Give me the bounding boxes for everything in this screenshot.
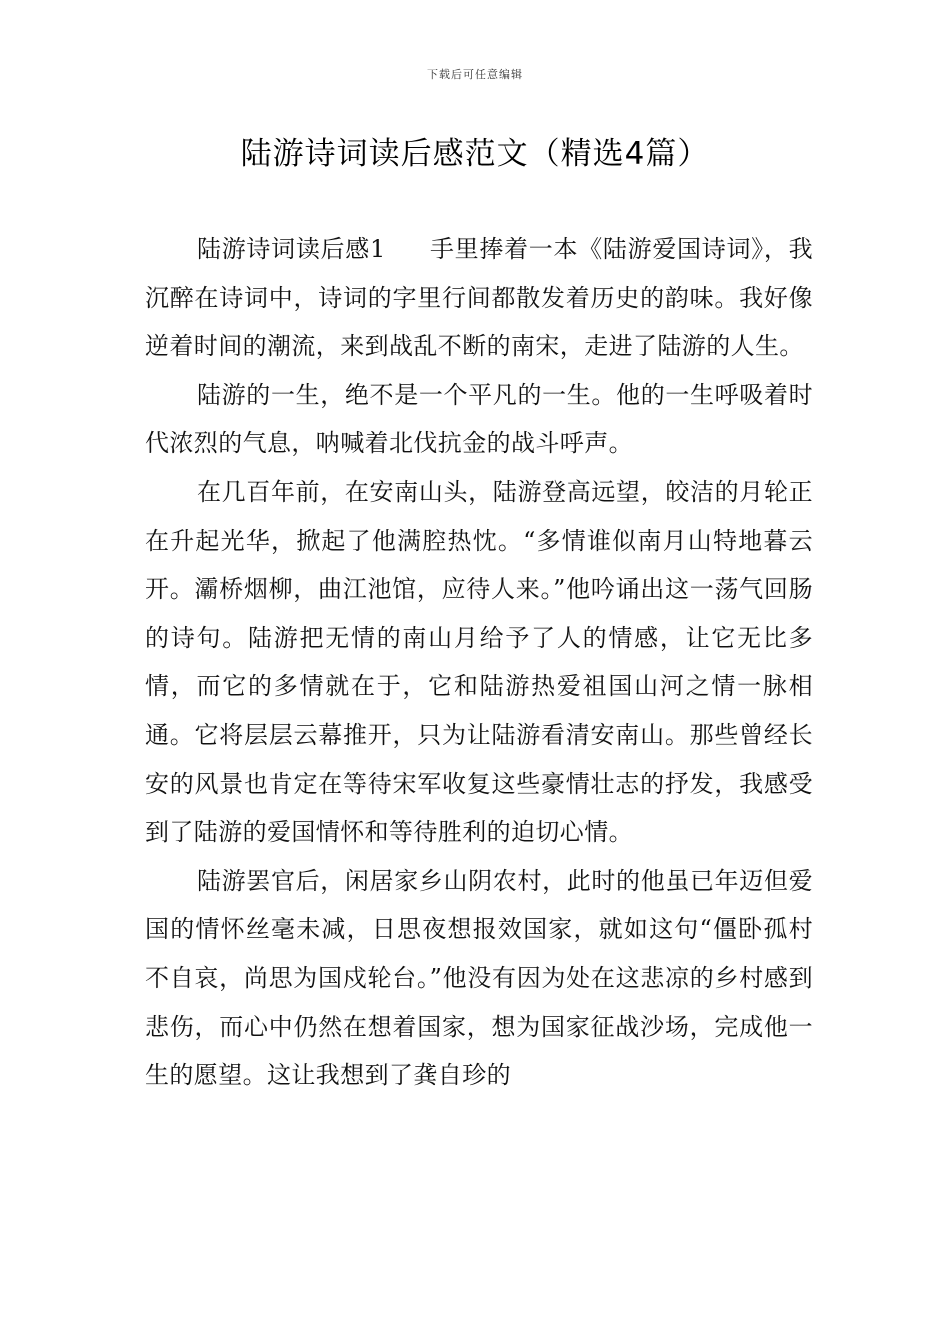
paragraph-2 (145, 371, 813, 468)
paragraph-text: 手里捧着一本《陆游爱国诗词》，我沉醉在诗词中，诗词的字里行间都散发着历史的韵味。我好像逆着时间的潮流，来到战乱不断的南宋，走进了陆游的人生。 (145, 235, 813, 361)
paragraph-text: 陆游罢官后，闲居家乡山阴农村，此时的他虽已年迈但爱国的情怀丝毫未减，日思夜想报效国家，就如这句“僵卧孤村不自哀，尚思为国戍轮台。”他没有因为处在这悲凉的乡村感到悲伤，而心中仍然在想着国家，想为国家征战沙场，完成他一生的愿望。这让我想到了龚自珍的 (145, 866, 813, 1090)
document-title: 陆游诗词读后感范文（精选4篇） (240, 136, 710, 172)
paragraph-text: 陆游的一生，绝不是一个平凡的一生。他的一生呼吸着时代浓烈的气息，呐喊着北伐抗金的战斗呼声。 (145, 380, 813, 458)
paragraph-4 (145, 857, 813, 1100)
paragraph-text: 在几百年前，在安南山头，陆游登高远望，皎洁的月轮正在升起光华，掀起了他满腔热忱。“多情谁似南月山特地暮云开。灞桥烟柳，曲江池馆，应待人来。”他吟诵出这一荡气回肠的诗句。陆游把无情的南山月给予了人的情感，让它无比多情，而它的多情就在于，它和陆游热爱祖国山河之情一脉相通。它将层层云幕推开，只为让陆游看清安南山。那些曾经长安的风景也肯定在等待宋军收复这些豪情壮志的抒发，我感受到了陆游的爱国情怀和等待胜利的迫切心情。 (145, 477, 813, 847)
document-body (145, 225, 813, 1100)
section-label: 陆游诗词读后感1 (197, 235, 386, 263)
paragraph-1 (145, 225, 813, 371)
paragraph-3 (145, 468, 813, 857)
header-note: 下载后可任意编辑 (427, 68, 523, 81)
